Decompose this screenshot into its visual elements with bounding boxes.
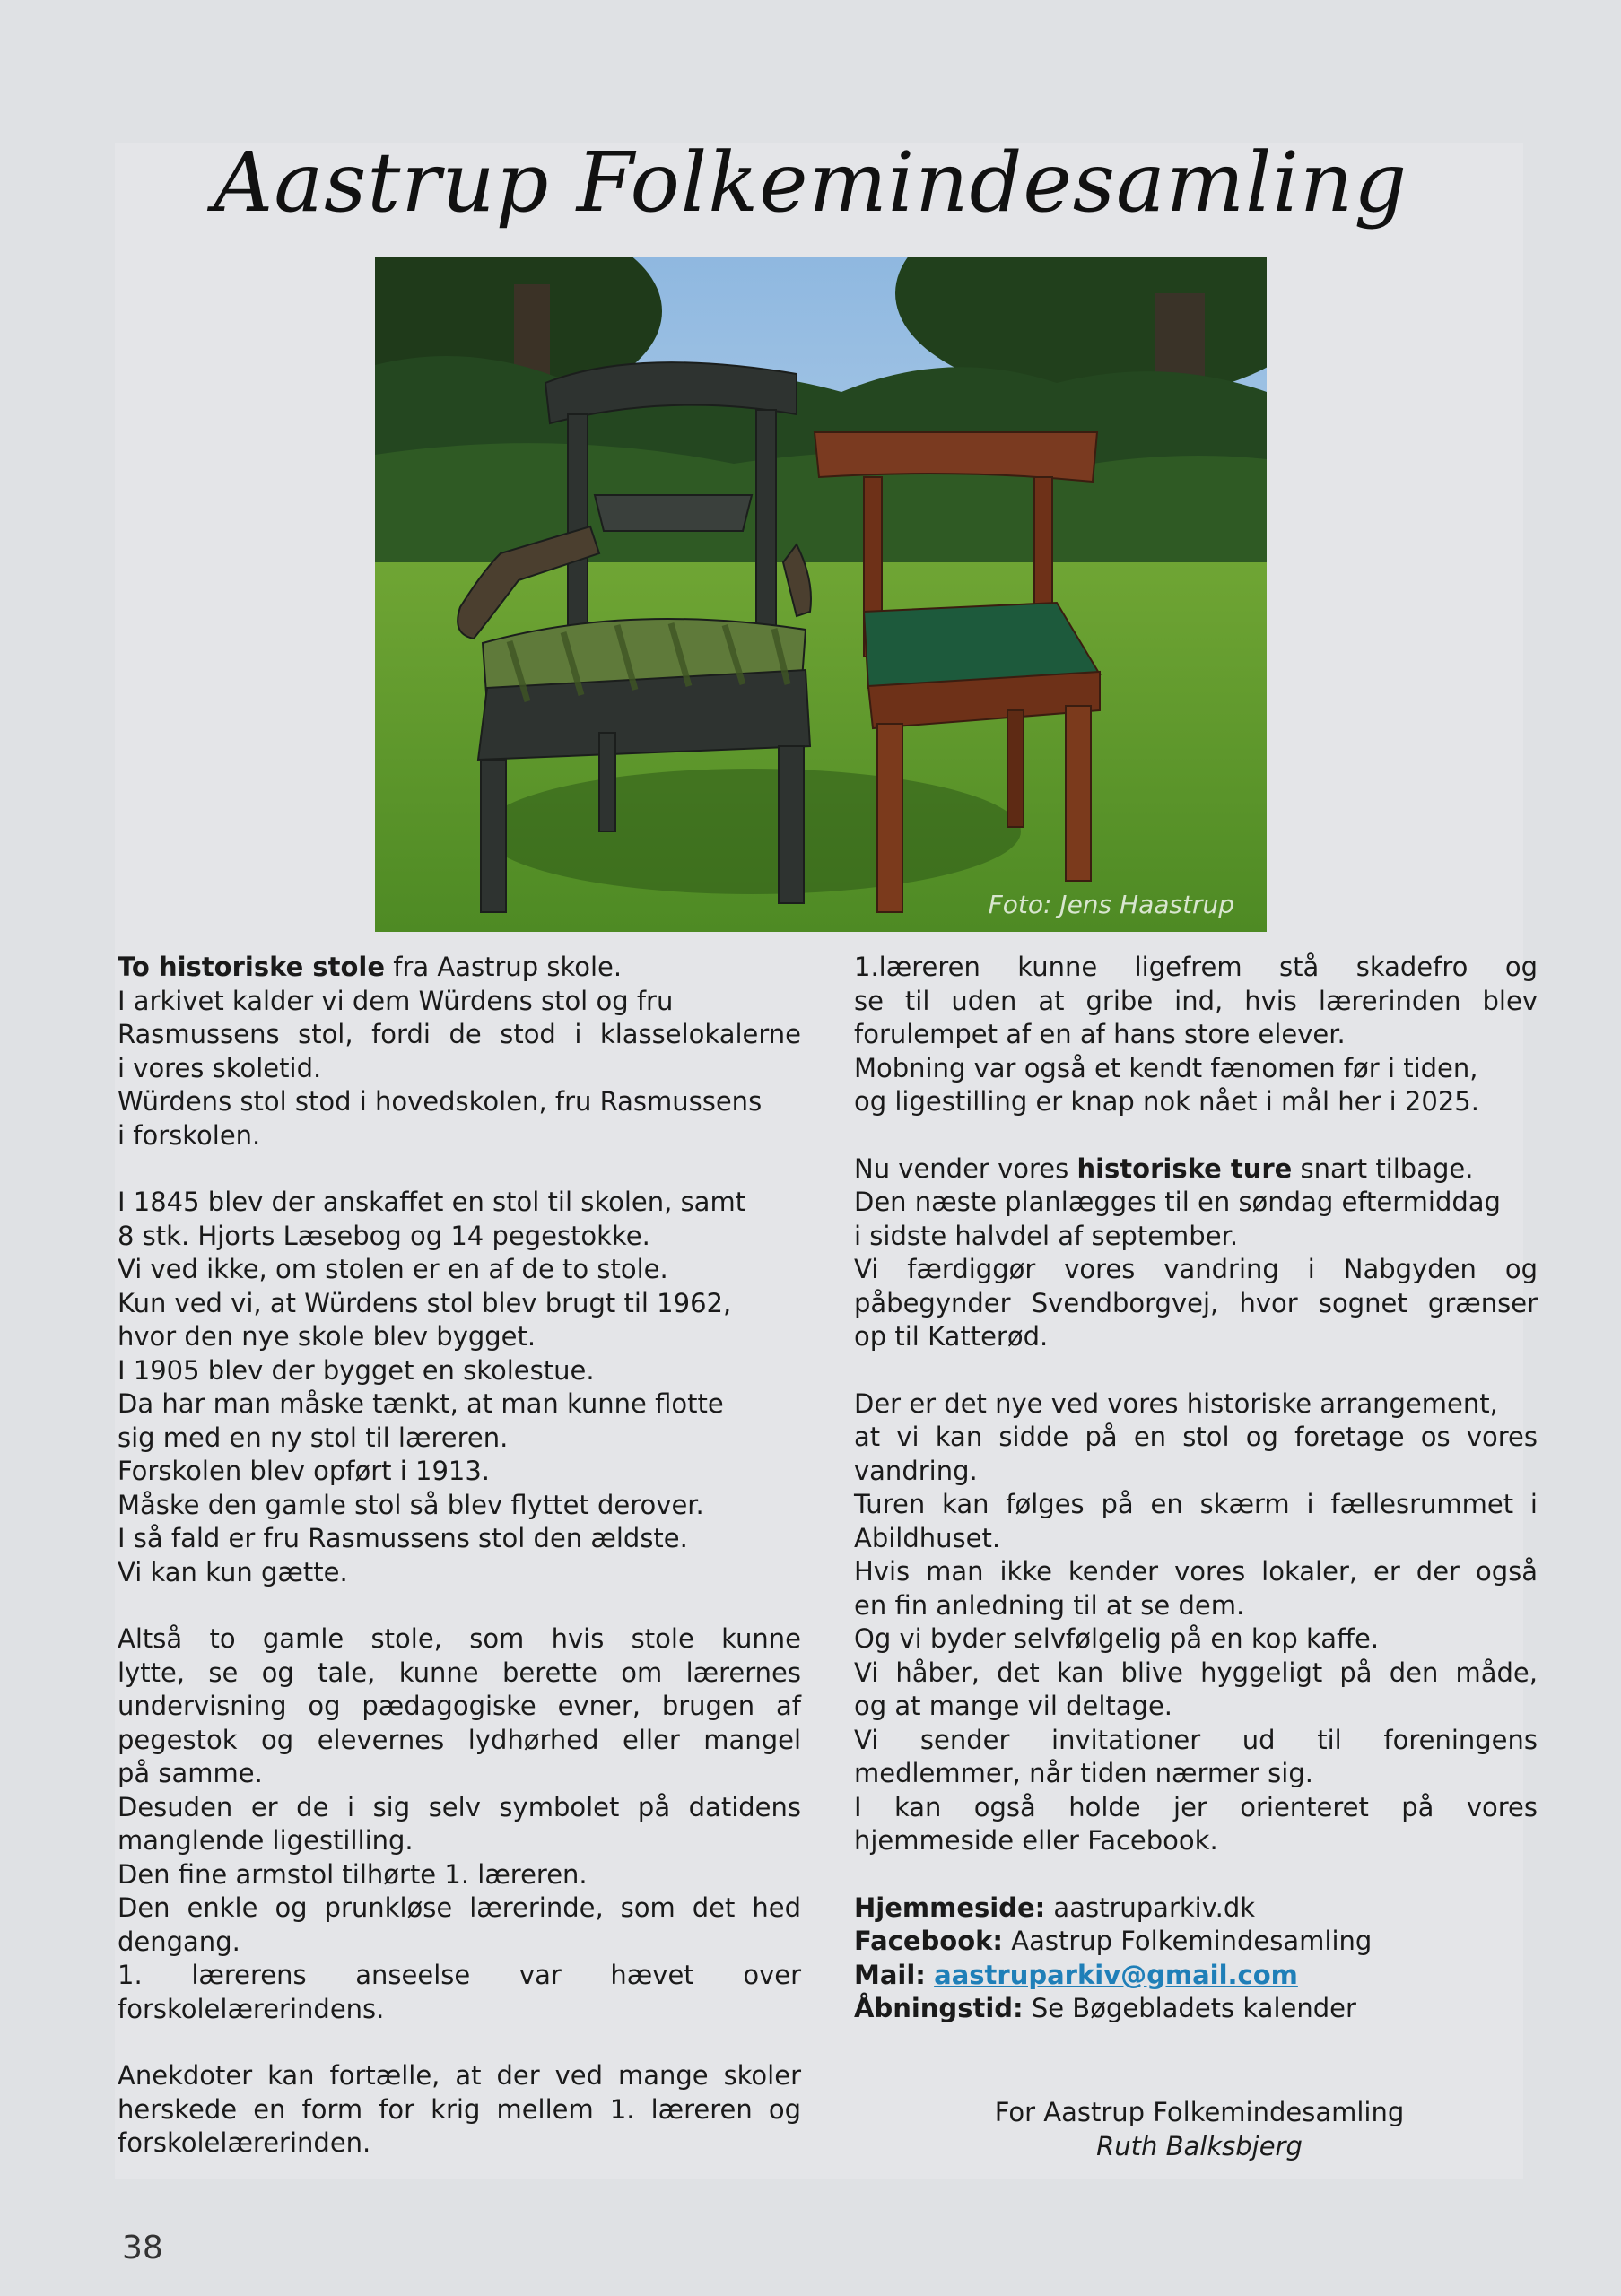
text-line: vandring. <box>854 1455 978 1486</box>
page-number: 38 <box>122 2230 163 2266</box>
right-column <box>854 951 1538 2026</box>
text-line: 1. lærerens anseelse var hævet over <box>118 1960 801 1990</box>
text-segment: Nu vender vores <box>854 1152 1077 1184</box>
website-label: Hjemmeside: <box>854 1892 1046 1923</box>
text-line: Mobning var også et kendt fænomen før i tiden, <box>854 1052 1478 1083</box>
heading-rest: fra Aastrup skole. <box>385 952 623 982</box>
chairs-illustration <box>375 257 1267 932</box>
text-line: Den fine armstol tilhørte 1. læreren. <box>118 1858 588 1890</box>
text-line: I 1845 blev der anskaffet en stol til skolen, samt <box>118 1187 746 1217</box>
text-line: forskolelærerindens. <box>118 1993 385 2024</box>
text-line: Vi ved ikke, om stolen er en af de to stole. <box>118 1254 668 1284</box>
text-line: i vores skoletid. <box>118 1052 322 1083</box>
text-line: I kan også holde jer orienteret på vores <box>854 1791 1538 1822</box>
text-line: at vi kan sidde på en stol og foretage os vores <box>854 1422 1538 1452</box>
text-line: Den enkle og prunkløse lærerinde, som det hed <box>118 1892 801 1923</box>
text-line: Vi færdiggør vores vandring i Nabgyden og <box>854 1254 1538 1284</box>
text-line: hvor den nye skole blev bygget. <box>118 1321 536 1352</box>
text-line: Da har man måske tænkt, at man kunne flotte <box>118 1388 724 1419</box>
hours-value: Se Bøgebladets kalender <box>1023 1993 1356 2023</box>
text-line: og at mange vil deltage. <box>854 1691 1173 1721</box>
text-line: manglende ligestilling. <box>118 1825 414 1856</box>
text-line: Forskolen blev opført i 1913. <box>118 1456 491 1486</box>
text-line: Turen kan følges på en skærm i fællesrummet i <box>854 1489 1538 1519</box>
facebook-label: Facebook: <box>854 1926 1004 1956</box>
signature <box>854 2095 1545 2163</box>
mail-label: Mail: <box>854 1959 926 1990</box>
heading-bold: To historiske stole <box>118 952 386 982</box>
text-line: hjemmeside eller Facebook. <box>854 1825 1218 1856</box>
contact-mail <box>854 1959 1538 1993</box>
text-line: medlemmer, når tiden nærmer sig. <box>854 1758 1313 1788</box>
mail-link[interactable]: aastruparkiv@gmail.com <box>934 1959 1298 1990</box>
text-line: Vi håber, det kan blive hyggeligt på den måde, <box>854 1657 1538 1688</box>
text-line: 8 stk. Hjorts Læsebog og 14 pegestokke. <box>118 1220 650 1251</box>
text-line: Vi sender invitationer ud til foreningens <box>854 1724 1538 1755</box>
website-value[interactable]: aastruparkiv.dk <box>1045 1892 1256 1923</box>
text-segment: snart tilbage. <box>1292 1152 1474 1184</box>
text-line: Der er det nye ved vores historiske arrangement, <box>854 1387 1498 1419</box>
text-line: 1.læreren kunne ligefrem stå skadefro og <box>854 952 1538 982</box>
text-line: i forskolen. <box>118 1119 261 1151</box>
left-column <box>118 951 801 2161</box>
text-line <box>854 1152 1538 1187</box>
text-line: en fin anledning til at se dem. <box>854 1589 1245 1621</box>
text-line: Kun ved vi, at Würdens stol blev brugt til 1962, <box>118 1287 732 1318</box>
contact-facebook <box>854 1925 1538 1959</box>
text-line: op til Katterød. <box>854 1321 1049 1352</box>
signature-line: For Aastrup Folkemindesamling <box>994 2097 1405 2127</box>
contact-hours <box>854 1992 1538 2026</box>
text-line: Måske den gamle stol så blev flyttet derover. <box>118 1489 704 1520</box>
text-line: sig med en ny stol til læreren. <box>118 1422 509 1453</box>
text-line: og ligestilling er knap nok nået i mål her i 2025. <box>854 1086 1479 1117</box>
text-line: lytte, se og tale, kunne berette om lærernes <box>118 1657 801 1688</box>
page-title: Aastrup Folkemindesamling <box>213 135 1408 230</box>
text-line: I arkivet kalder vi dem Würdens stol og fru <box>118 985 674 1016</box>
text-line: på samme. <box>118 1758 263 1788</box>
text-line: i sidste halvdel af september. <box>854 1220 1239 1251</box>
text-line: se til uden at gribe ind, hvis lærerinden blev <box>854 985 1538 1016</box>
text-line: påbegynder Svendborgvej, hvor sognet grænser <box>854 1287 1538 1318</box>
section-heading <box>118 951 801 985</box>
text-line: Altså to gamle stole, som hvis stole kunne <box>118 1623 801 1654</box>
photo-credit: Foto: Jens Haastrup <box>988 890 1234 919</box>
text-line: herskede en form for krig mellem 1. læreren og <box>118 2093 801 2125</box>
text-line: Rasmussens stol, fordi de stod i klasselokalerne <box>118 1019 801 1049</box>
text-line: undervisning og pædagogiske evner, brugen af <box>118 1691 801 1721</box>
chairs-photo <box>375 257 1267 932</box>
text-line: dengang. <box>118 1926 240 1957</box>
facebook-value: Aastrup Folkemindesamling <box>1003 1926 1373 1956</box>
text-line: forskolelærerinden. <box>118 2127 371 2158</box>
text-line: Anekdoter kan fortælle, at der ved mange skoler <box>118 2060 801 2091</box>
text-line: forulempet af en af hans store elever. <box>854 1019 1346 1049</box>
signature-author: Ruth Balksbjerg <box>1096 2131 1303 2161</box>
text-line: Den næste planlægges til en søndag eftermiddag <box>854 1187 1501 1217</box>
bold-segment: historiske ture <box>1076 1152 1293 1184</box>
text-line: I 1905 blev der bygget en skolestue. <box>118 1354 595 1386</box>
text-line: Abildhuset. <box>854 1522 1001 1553</box>
text-line: Würdens stol stod i hovedskolen, fru Rasmussens <box>118 1086 763 1117</box>
text-line: Desuden er de i sig selv symbolet på datidens <box>118 1791 801 1822</box>
hours-label: Åbningstid: <box>854 1993 1024 2023</box>
text-line: I så fald er fru Rasmussens stol den ældste. <box>118 1523 688 1553</box>
contact-website <box>854 1892 1538 1926</box>
text-line: Og vi byder selvfølgelig på en kop kaffe. <box>854 1623 1380 1654</box>
text-line: Hvis man ikke kender vores lokaler, er der også <box>854 1556 1538 1587</box>
text-line: Vi kan kun gætte. <box>118 1556 348 1587</box>
text-line: pegestok og elevernes lydhørhed eller mangel <box>118 1724 801 1755</box>
